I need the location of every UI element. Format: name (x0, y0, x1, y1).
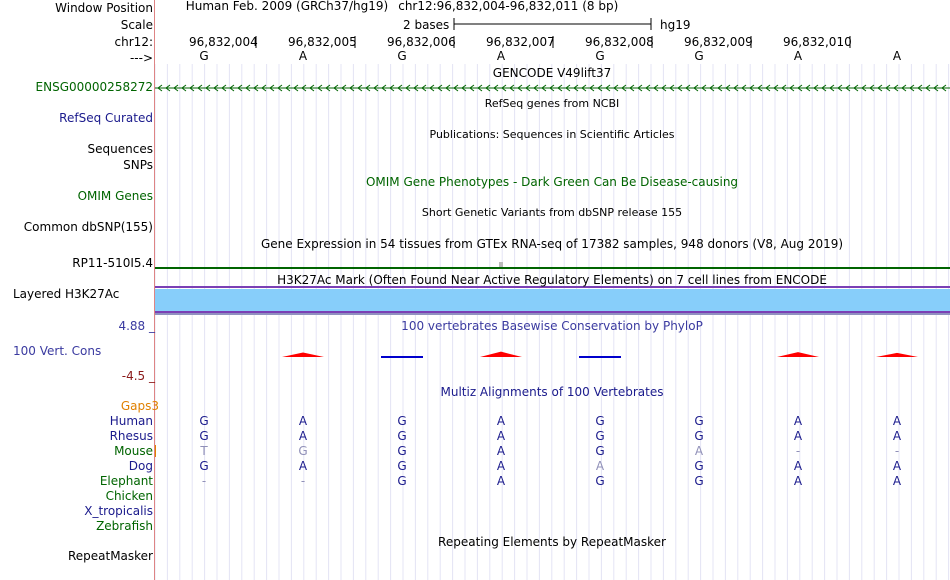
position-range: chr12:96,832,004-96,832,011 (8 bp) (398, 0, 619, 13)
alignment-base: A (496, 474, 506, 488)
alignment-base: G (694, 429, 704, 443)
species-label[interactable]: Zebrafish (96, 519, 153, 533)
rp11-label[interactable]: RP11-510I5.4 (72, 256, 153, 270)
refseq-curated-label[interactable]: RefSeq Curated (59, 111, 153, 125)
alignment-base: G (199, 459, 209, 473)
dna-base: G (694, 49, 704, 63)
h3k27ac-track-title: H3K27Ac Mark (Often Found Near Active Regulatory Elements) on 7 cell lines from ENCODE (277, 273, 827, 287)
alignment-base: T (200, 444, 208, 458)
dna-base: A (892, 49, 902, 63)
ruler-coordinate: 96,832,006 (387, 35, 456, 49)
alignment-base: G (397, 459, 407, 473)
phylop-track-title: 100 vertebrates Basewise Conservation by PhyloP (401, 319, 703, 333)
alignment-base: - (894, 444, 900, 458)
alignment-base: G (397, 444, 407, 458)
dna-base: A (298, 49, 308, 63)
ruler-coordinate: 96,832,004 (189, 35, 258, 49)
gencode-track-title: GENCODE V49lift37 (492, 66, 612, 80)
alignment-base: A (793, 414, 803, 428)
alignment-base: G (397, 429, 407, 443)
dna-base: A (793, 49, 803, 63)
alignment-base: - (201, 474, 207, 488)
alignment-base: A (892, 414, 902, 428)
alignment-base: G (595, 429, 605, 443)
cons-max-label: 4.88 _ (118, 319, 155, 333)
gap-marker (155, 445, 156, 457)
omim-track-title: OMIM Gene Phenotypes - Dark Green Can Be Disease-causing (365, 175, 739, 189)
ruler-coordinate: 96,832,007 (486, 35, 555, 49)
browser-image (155, 0, 950, 580)
sequences-label[interactable]: Sequences (87, 142, 153, 156)
alignment-base: G (694, 414, 704, 428)
alignment-base: - (300, 474, 306, 488)
assembly-title: Human Feb. 2009 (GRCh37/hg19) (185, 0, 389, 13)
alignment-base: G (595, 474, 605, 488)
scale-bar-text: 2 bases (403, 18, 450, 32)
alignment-base: A (793, 429, 803, 443)
ruler-coordinate: 96,832,005 (288, 35, 357, 49)
dna-base: A (496, 49, 506, 63)
repeatmasker-label[interactable]: RepeatMasker (67, 549, 153, 563)
alignment-base: A (496, 429, 506, 443)
species-label[interactable]: X_tropicalis (84, 504, 153, 518)
dna-base: G (397, 49, 407, 63)
alignment-base: A (298, 429, 308, 443)
common-dbsnp-label[interactable]: Common dbSNP(155) (23, 220, 153, 234)
ruler-coordinate: 96,832,008 (585, 35, 654, 49)
alignment-base: A (298, 459, 308, 473)
alignment-base: G (397, 474, 407, 488)
snps-label[interactable]: SNPs (123, 158, 153, 172)
alignment-base: G (694, 459, 704, 473)
gtex-track-title: Gene Expression in 54 tissues from GTEx RNA-seq of 17382 samples, 948 donors (V8, Aug 2019) (260, 237, 844, 251)
refseq-track-title: RefSeq genes from NCBI (484, 97, 620, 110)
multiz-track-title: Multiz Alignments of 100 Vertebrates (440, 385, 664, 399)
alignment-base: A (892, 429, 902, 443)
scale-assembly: hg19 (660, 18, 691, 32)
alignment-base: G (595, 414, 605, 428)
layered-h3k27ac-label[interactable]: Layered H3K27Ac (13, 287, 120, 301)
chrom-label: chr12: (114, 35, 153, 49)
alignment-base: G (694, 474, 704, 488)
alignment-base: A (595, 459, 605, 473)
alignment-base: A (694, 444, 704, 458)
window-position-label: Window Position (55, 1, 153, 15)
ruler-coordinate: 96,832,009 (684, 35, 753, 49)
species-label[interactable]: Rhesus (109, 429, 153, 443)
dna-base: G (199, 49, 209, 63)
alignment-base: A (892, 459, 902, 473)
omim-genes-label[interactable]: OMIM Genes (77, 189, 153, 203)
gaps-label[interactable]: Gaps3 (120, 399, 159, 413)
cons-min-label: -4.5 _ (121, 369, 155, 383)
alignment-base: G (298, 444, 308, 458)
alignment-base: - (795, 444, 801, 458)
alignment-base: A (892, 474, 902, 488)
species-label[interactable]: Dog (128, 459, 153, 473)
position-title (186, 0, 619, 13)
alignment-base: G (595, 444, 605, 458)
alignment-base: A (496, 414, 506, 428)
alignment-base: G (397, 414, 407, 428)
dna-base: G (595, 49, 605, 63)
alignment-base: A (496, 444, 506, 458)
alignment-base: A (298, 414, 308, 428)
species-label[interactable]: Elephant (99, 474, 153, 488)
track-labels (0, 0, 159, 580)
gene-id-label[interactable]: ENSG00000258272 (35, 80, 153, 94)
repeatmasker-track-title: Repeating Elements by RepeatMasker (438, 535, 666, 549)
vert-cons-label[interactable]: 100 Vert. Cons (13, 344, 102, 358)
publications-track-title: Publications: Sequences in Scientific Articles (429, 128, 675, 141)
alignment-base: A (793, 474, 803, 488)
species-label[interactable]: Human (109, 414, 153, 428)
alignment-base: G (199, 414, 209, 428)
ruler-coordinate: 96,832,010 (783, 35, 852, 49)
scale-label: Scale (120, 18, 153, 32)
dbsnp-track-title: Short Genetic Variants from dbSNP release 155 (421, 206, 683, 219)
species-label[interactable]: Chicken (105, 489, 153, 503)
species-label[interactable]: Mouse (114, 444, 153, 458)
alignment-base: G (199, 429, 209, 443)
alignment-base: A (793, 459, 803, 473)
strand-arrow-label: ---> (129, 51, 153, 65)
alignment-base: A (496, 459, 506, 473)
